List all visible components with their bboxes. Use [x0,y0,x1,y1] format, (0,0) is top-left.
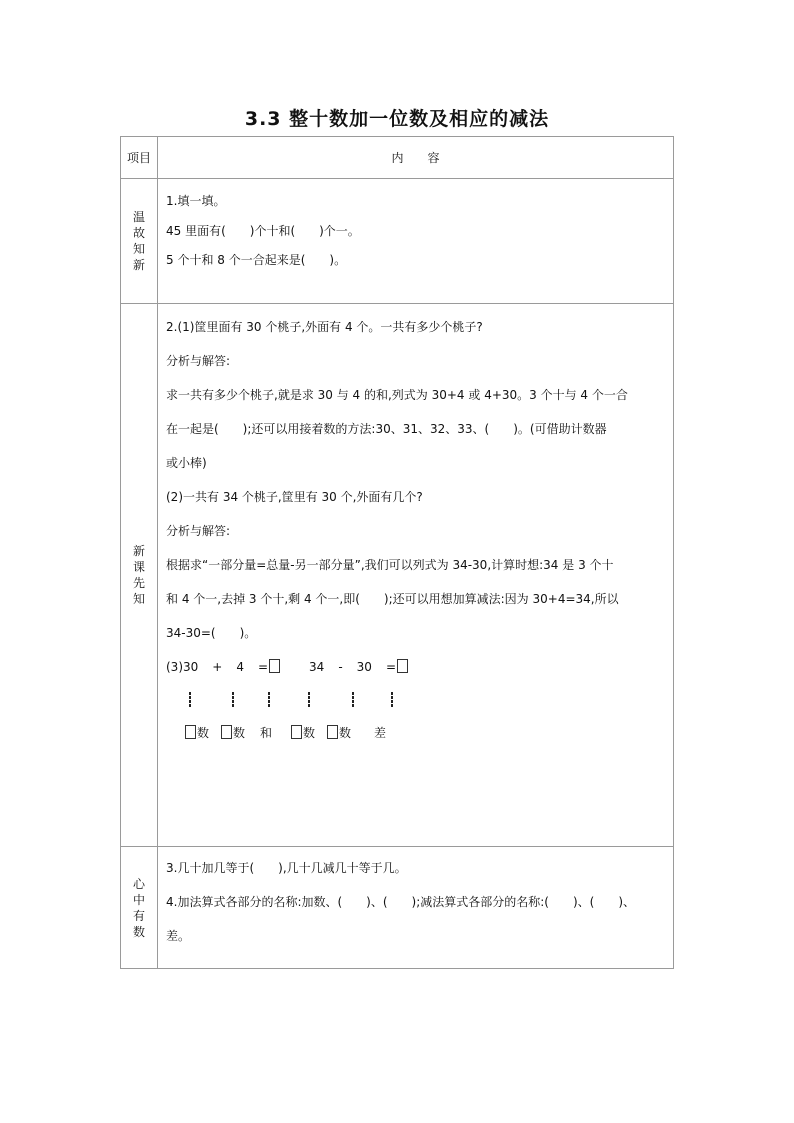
new-line-10: 34-30=( )。 [166,626,257,640]
diagram-prefix: (3) [166,660,183,674]
connector-5 [352,692,354,708]
sub-answer-box [397,659,408,673]
sub-operator: - [338,660,343,674]
new-line-7: 分析与解答: [166,524,231,538]
part-name-text-5: 数 [339,726,352,740]
add-operator: + [212,660,223,674]
mind-line-3: 差。 [166,929,191,943]
connector-1 [189,692,191,708]
new-content [158,304,674,847]
new-label: 新课先知 [133,544,146,606]
part-name-text-2: 数 [233,726,246,740]
part-name-box-1 [185,725,196,739]
part-name-6: 差 [374,726,387,740]
review-content [158,179,674,304]
section-label-new [121,304,158,847]
header-item: 项目 [121,137,158,179]
mind-line-1: 3.几十加几等于( ),几十几减几十等于几。 [166,861,407,875]
section-review [121,179,674,304]
page-title: 3.3 整十数加一位数及相应的减法 [244,108,550,130]
connector-row [166,686,466,714]
review-line-1: 1.填一填。 [166,194,226,208]
mind-line-2: 4.加法算式各部分的名称:加数、( )、( );减法算式各部分的名称:( )、( )、 [166,895,636,909]
equation-row [166,650,409,684]
mind-label: 心中有数 [133,876,146,939]
mind-content [158,847,674,969]
review-label: 温故知新 [133,210,146,272]
section-new [121,304,674,847]
new-line-6: (2)一共有 34 个桃子,筐里有 30 个,外面有几个? [166,490,423,504]
section-label-review [121,179,158,304]
new-line-2: 分析与解答: [166,354,231,368]
add-answer-box [269,659,280,673]
sub-term-2: 30 [356,660,372,674]
part-name-4 [290,716,315,750]
connector-3 [268,692,270,708]
add-term-2: 4 [236,660,244,674]
connector-2 [232,692,234,708]
new-line-4: 在一起是( );还可以用接着数的方法:30、31、32、33、( )。(可借助计数器 [166,422,607,436]
equation-diagram [166,650,665,750]
add-term-1: 30 [183,660,199,674]
part-names-row [166,716,466,750]
connector-4 [308,692,310,708]
section-mind [121,847,674,969]
new-line-8: 根据求“一部分量=总量-另一部分量”,我们可以列式为 34-30,计算时想:34 是 3 个十 [166,558,614,572]
connector-6 [391,692,393,708]
section-label-mind [121,847,158,969]
part-name-3: 和 [260,726,273,740]
part-name-text-1: 数 [197,726,210,740]
new-line-5: 或小棒) [166,456,207,470]
table-header-row [121,137,674,179]
header-content: 内 容 [158,137,674,179]
new-line-1: 2.(1)筐里面有 30 个桃子,外面有 4 个。一共有多少个桃子? [166,320,483,334]
sub-equals: = [385,660,397,674]
part-name-box-5 [327,725,338,739]
part-name-box-2 [221,725,232,739]
review-line-2: 45 里面有( )个十和( )个一。 [166,223,360,238]
review-line-3: 5 个十和 8 个一合起来是( )。 [166,253,347,267]
part-name-box-4 [291,725,302,739]
sub-term-1: 34 [309,660,325,674]
add-equals: = [257,660,269,674]
part-name-2 [220,716,245,750]
new-line-3: 求一共有多少个桃子,就是求 30 与 4 的和,列式为 30+4 或 4+30。3 个十与 4 个一合 [166,388,628,402]
part-name-5 [326,716,351,750]
part-name-1 [184,716,209,750]
part-name-text-4: 数 [303,726,316,740]
new-line-9: 和 4 个一,去掉 3 个十,剩 4 个一,即( );还可以用想加算减法:因为 30+4=34,所以 [166,592,619,606]
worksheet-table [120,136,674,969]
